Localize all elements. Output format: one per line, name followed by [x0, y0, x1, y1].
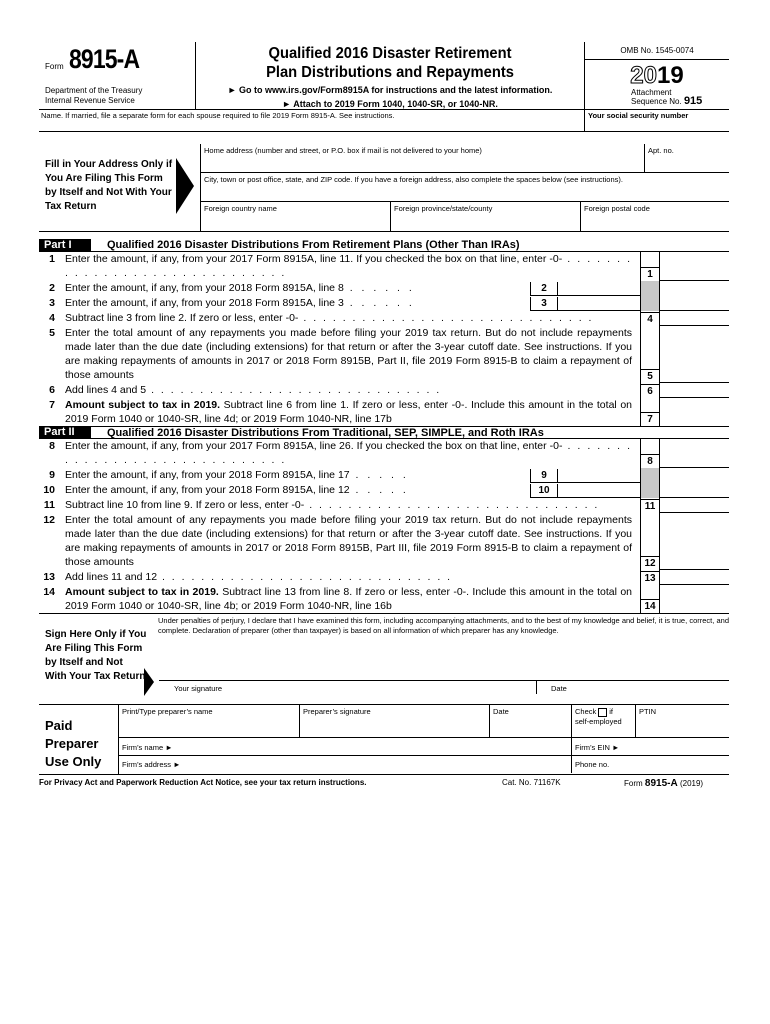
line-10-amount[interactable]: [558, 484, 640, 498]
preparer-signature-field[interactable]: Preparer’s signature: [300, 705, 490, 737]
line-12-amount[interactable]: [660, 513, 729, 570]
part2-header: [39, 426, 729, 439]
part2-label: Part II: [39, 426, 91, 439]
address-instruction: Fill in Your Address Only if You Are Filing This Form by Itself and Not With Your Tax Return: [45, 159, 173, 212]
part2-title: Qualified 2016 Disaster Distributions From Traditional, SEP, SIMPLE, and Roth IRAs: [107, 426, 544, 439]
catalog-number: Cat. No. 71167K: [502, 778, 561, 787]
line-3-amount[interactable]: [558, 297, 640, 311]
privacy-notice: For Privacy Act and Paperwork Reduction Act Notice, see your tax return instructions.: [39, 778, 367, 787]
name-field[interactable]: Name. If married, file a separate form for each spouse required to file 2019 Form 8915-A. See instructions.: [41, 111, 395, 120]
line-14-amount[interactable]: [660, 585, 729, 613]
line-11: 11 Subtract line 10 from line 9. If zero or less, enter -0- . . . 11: [39, 498, 729, 513]
apt-field[interactable]: Apt. no.: [648, 146, 674, 155]
ptin-field[interactable]: PTIN: [639, 707, 657, 716]
line-13-amount[interactable]: [660, 570, 729, 585]
line-1-amount[interactable]: [660, 252, 729, 281]
form-title-block: [196, 42, 584, 109]
city-field[interactable]: City, town or post office, state, and ZIP code. If you have a foreign address, also complete the spaces below (see instructions).: [204, 175, 623, 184]
part1-header: [39, 239, 729, 252]
part1-title: Qualified 2016 Disaster Distributions From Retirement Plans (Other Than IRAs): [107, 239, 520, 251]
line-11-amount[interactable]: [660, 498, 729, 513]
form-footer: [39, 775, 729, 789]
line-9-amount[interactable]: [558, 469, 640, 483]
form-header: [39, 42, 729, 110]
line-5-amount[interactable]: [660, 326, 729, 383]
footer-form-id: Form 8915-A (2019): [624, 778, 704, 789]
attachment-sequence: Attachment Sequence No. 915: [631, 88, 703, 107]
preparer-heading: Paid Preparer Use Only: [45, 718, 102, 769]
line-4: 4 Subtract line 3 from line 2. If zero or less, enter -0- . . . 4: [39, 311, 729, 326]
line-12: 12 Enter the total amount of any repayments you made before filing your 2019 tax return. But do not include repayments made later than the due date (including extensions) for that return or after the 3-year cutoff date. See instructions. If you are making repayments of amounts in 2017 or 2018 Form 8915B, Part III, file 2019 Form 8915-B to claim a repayment of those amounts 12: [39, 513, 729, 570]
line-7-amount[interactable]: [660, 398, 729, 426]
line-9: 9 Enter the amount, if any, from your 2018 Form 8915A, line 17 . . . . . 9: [39, 468, 729, 483]
form-number: 8915-A: [69, 44, 140, 74]
ssn-field[interactable]: Your social security number: [584, 110, 729, 131]
form-id-block: [39, 42, 196, 109]
firm-name-field[interactable]: Firm’s name ►: [119, 738, 572, 755]
line-6: 6 Add lines 4 and 5 . . . 6: [39, 383, 729, 398]
line-8-amount[interactable]: [660, 439, 729, 468]
goto-instruction: ► Go to www.irs.gov/Form8915A for instructions and the latest information.: [227, 85, 553, 95]
line-6-amount[interactable]: [660, 383, 729, 398]
preparer-name-field[interactable]: Print/Type preparer’s name: [119, 705, 300, 737]
name-row: [39, 110, 729, 132]
omb-block: [584, 42, 729, 109]
form-label: Form: [45, 62, 64, 71]
line-2-amount[interactable]: [558, 282, 640, 296]
department: Department of the Treasury Internal Revenue Service: [45, 86, 143, 105]
form-title-line1: Qualified 2016 Disaster Retirement: [268, 45, 512, 62]
address-block: [39, 144, 729, 232]
form-page: [39, 42, 729, 789]
line-14: 14 Amount subject to tax in 2019. Subtract line 13 from line 8. If zero or less, enter -0-. Include this amount in the total on 2019 Form 1040 or 1040-SR, line 4b; or 2019 Form 1040-NR, line 16b 14: [39, 585, 729, 613]
signature-label: Your signature: [174, 684, 223, 693]
form-title-line2: Plan Distributions and Repayments: [266, 64, 514, 81]
line-2: 2 Enter the amount, if any, from your 2018 Form 8915A, line 8 . . . . . . 2: [39, 281, 729, 296]
line-10: 10 Enter the amount, if any, from your 2018 Form 8915A, line 12 . . . . . 10: [39, 483, 729, 498]
tax-year: 2019: [630, 62, 684, 89]
sign-date-label: Date: [551, 684, 567, 693]
self-employed-checkbox[interactable]: [598, 708, 607, 717]
home-address-field[interactable]: Home address (number and street, or P.O. box if mail is not delivered to your home): [201, 144, 645, 172]
foreign-postal-field[interactable]: Foreign postal code: [584, 204, 650, 213]
firm-address-field[interactable]: Firm’s address ►: [119, 756, 572, 773]
preparer-date-field[interactable]: Date: [490, 705, 572, 737]
sign-instruction: Sign Here Only if You Are Filing This Form by Itself and Not With Your Tax Return: [45, 629, 147, 682]
part1-label: Part I: [39, 239, 91, 252]
foreign-province-field[interactable]: Foreign province/state/county: [391, 202, 581, 231]
preparer-block: Paid Preparer Use Only Print/Type preparer’s name Preparer’s signature Date Check if self-employed PTIN Firm’s name ► Firm’s EIN ► Firm’s address ► Phone no.: [39, 705, 729, 775]
line-4-amount[interactable]: [660, 311, 729, 326]
perjury-statement: Under penalties of perjury, I declare that I have examined this form, including accompanying attachments, and to the best of my knowledge and belief, it is true, correct, and complete. Declaration of preparer (other than taxpayer) is based on all information of which preparer has any knowledge.: [158, 616, 729, 635]
phone-field[interactable]: Phone no.: [575, 760, 610, 769]
line-13: 13 Add lines 11 and 12 . . . 13: [39, 570, 729, 585]
arrow-right-icon: [176, 158, 194, 214]
firm-ein-field[interactable]: Firm’s EIN ►: [575, 743, 620, 752]
arrow-right-icon: [144, 668, 154, 696]
line-7: 7 Amount subject to tax in 2019. Subtract line 6 from line 1. If zero or less, enter -0-. Include this amount in the total on 2019 Form 1040 or 1040-SR, line 4d; or 2019 Form 1040-NR, line 17b 7: [39, 398, 729, 426]
line-5: 5 Enter the total amount of any repayments you made before filing your 2019 tax return. But do not include repayments made later than the due date (including extensions) for that return or after the 3-year cutoff date. See instructions. If you are making repayments of amounts in 2017 or 2018 Form 8915B, Part II, file 2019 Form 8915-B to claim a repayment of those amounts 5: [39, 326, 729, 383]
line-1: 1 Enter the amount, if any, from your 2017 Form 8915A, line 11. If you checked the box on that line, enter -0- . . . 1: [39, 252, 729, 281]
attach-instruction: ► Attach to 2019 Form 1040, 1040-SR, or 1040-NR.: [282, 99, 498, 109]
line-8: 8 Enter the amount, if any, from your 2017 Form 8915A, line 26. If you checked the box on that line, enter -0- . . . 8: [39, 439, 729, 468]
line-3: 3 Enter the amount, if any, from your 2018 Form 8915A, line 3 . . . . . . 3: [39, 296, 729, 311]
sign-block: [39, 613, 729, 705]
omb-number: OMB No. 1545-0074: [585, 42, 729, 60]
foreign-country-field[interactable]: Foreign country name: [201, 202, 391, 231]
